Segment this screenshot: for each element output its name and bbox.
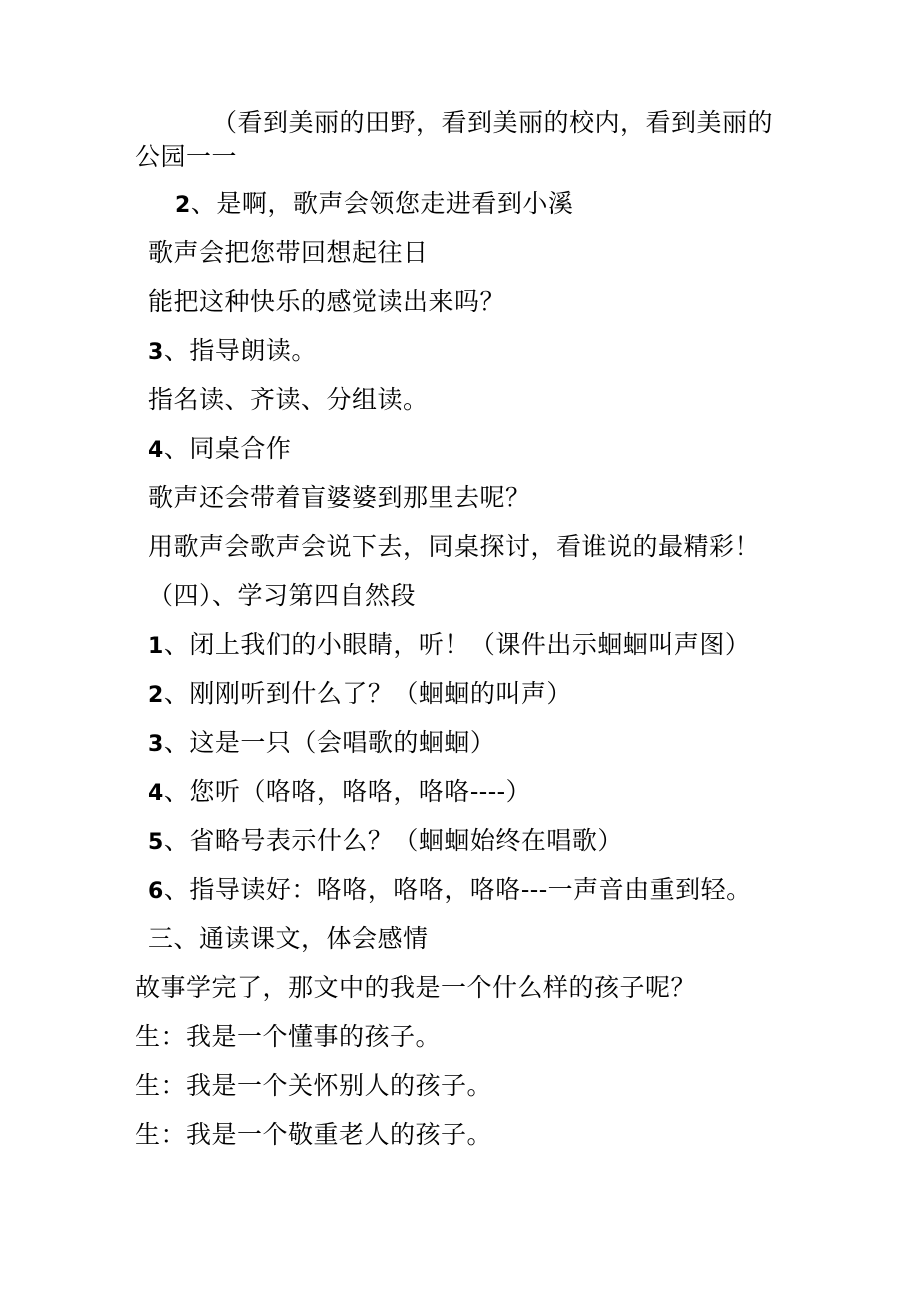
line-text: （四）、学习第四自然段 xyxy=(148,581,417,610)
line-number: 1 xyxy=(148,634,164,659)
line-text: 生：我是一个敬重老人的孩子。 xyxy=(135,1120,493,1149)
line-text: 、省略号表示什么？（蛔蛔始终在唱歌） xyxy=(163,826,623,855)
text-line xyxy=(148,383,429,417)
text-line xyxy=(135,140,237,174)
line-number: 6 xyxy=(148,879,164,904)
line-text: 指名读、齐读、分组读。 xyxy=(148,385,429,414)
line-number: 2 xyxy=(148,683,164,708)
line-text: 、刚刚听到什么了？（蛔蛔的叫声） xyxy=(163,679,572,708)
numbered-line xyxy=(175,187,573,223)
text-line xyxy=(148,285,505,319)
line-number: 2 xyxy=(175,193,191,218)
numbered-line xyxy=(148,824,623,860)
line-text: 、您听（咯咯，咯咯，咯咯----） xyxy=(163,777,532,806)
text-line xyxy=(135,1020,441,1054)
text-line xyxy=(148,236,429,270)
text-line xyxy=(148,481,531,515)
section-heading xyxy=(148,922,429,956)
line-number: 4 xyxy=(148,781,164,806)
numbered-line xyxy=(148,677,572,713)
line-text: 、闭上我们的小眼睛，听！（课件出示蛔蛔叫声图） xyxy=(163,630,751,659)
line-text: 、这是一只（会唱歌的蛔蛔） xyxy=(163,728,496,757)
numbered-line xyxy=(148,873,752,909)
text-line xyxy=(135,1118,492,1152)
numbered-line xyxy=(148,775,531,811)
line-text: 、同桌合作 xyxy=(163,434,292,463)
line-text: 生：我是一个懂事的孩子。 xyxy=(135,1022,442,1051)
line-text: 公园一一 xyxy=(135,142,238,171)
line-text: 用歌声会歌声会说下去，同桌探讨，看谁说的最精彩！ xyxy=(148,532,761,561)
line-number: 3 xyxy=(148,340,164,365)
line-text: 能把这种快乐的感觉读出来吗？ xyxy=(148,287,506,316)
line-text: 、指导朗读。 xyxy=(163,336,317,365)
line-text: 、是啊，歌声会领您走进看到小溪 xyxy=(190,189,574,218)
line-text: 三、通读课文，体会感情 xyxy=(148,924,429,953)
text-line xyxy=(135,1069,492,1103)
line-text: 歌声会把您带回想起往日 xyxy=(148,238,429,267)
section-heading xyxy=(148,579,416,613)
line-number: 4 xyxy=(148,438,164,463)
line-text: （看到美丽的田野，看到美丽的校内，看到美丽的 xyxy=(212,108,774,137)
text-line xyxy=(148,530,760,564)
numbered-line xyxy=(148,628,750,664)
line-number: 3 xyxy=(148,732,164,757)
line-number: 5 xyxy=(148,830,164,855)
line-text: 、指导读好：咯咯，咯咯，咯咯---一声音由重到轻。 xyxy=(163,875,752,904)
text-line xyxy=(212,106,773,140)
numbered-line xyxy=(148,726,495,762)
line-text: 生：我是一个关怀别人的孩子。 xyxy=(135,1071,493,1100)
text-line xyxy=(135,971,696,1005)
numbered-line xyxy=(148,432,291,468)
line-text: 故事学完了，那文中的我是一个什么样的孩子呢？ xyxy=(135,973,697,1002)
numbered-line xyxy=(148,334,317,370)
line-text: 歌声还会带着盲婆婆到那里去呢？ xyxy=(148,483,531,512)
